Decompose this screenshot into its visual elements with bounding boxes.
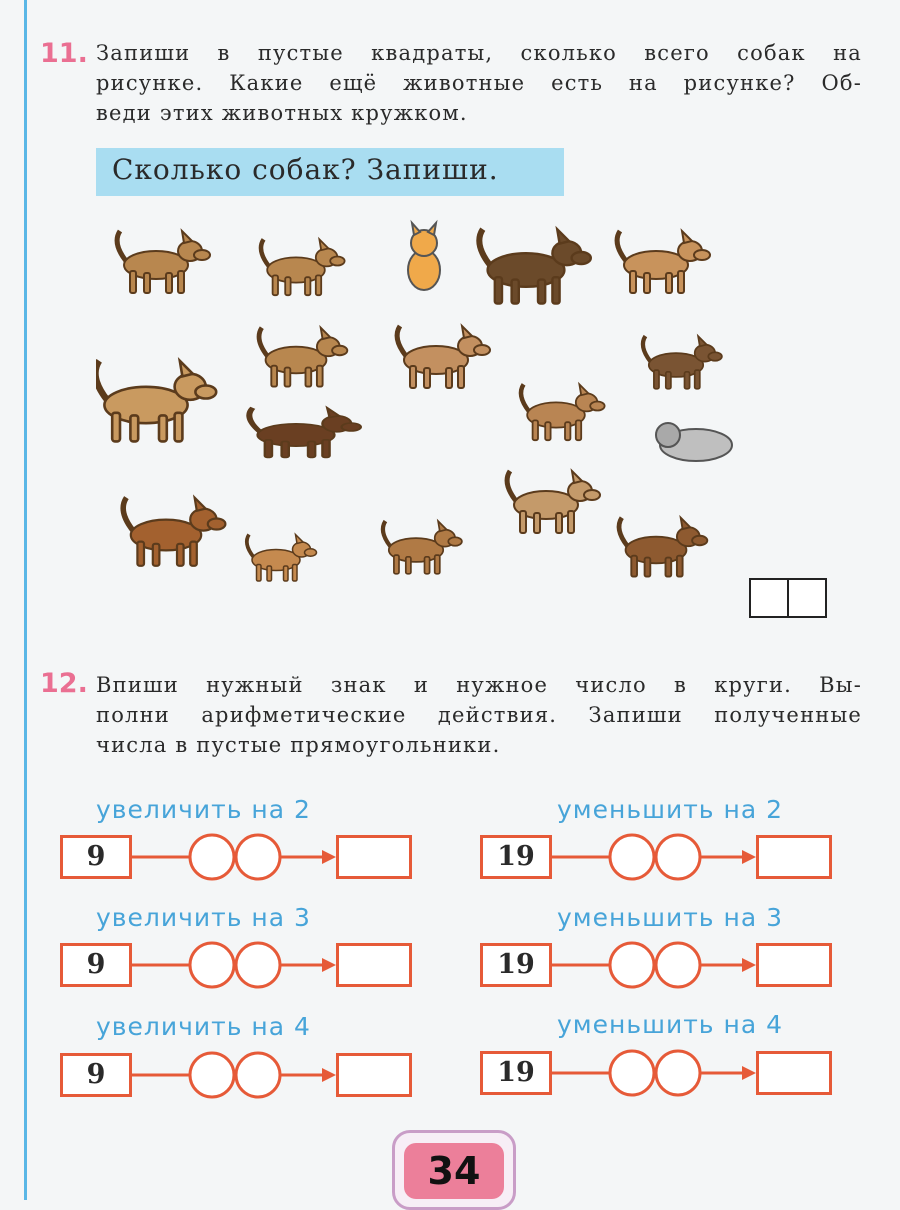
answer-box[interactable] (787, 578, 827, 618)
dog-figure (247, 535, 317, 582)
answer-box[interactable] (749, 578, 789, 618)
task-11-line: рисунке. Какие ещё животные есть на рисунке? Об- (96, 71, 862, 95)
sign-circle[interactable] (190, 1053, 234, 1097)
number-circle[interactable] (656, 835, 700, 879)
arrow-right-icon (742, 1066, 756, 1080)
arrow-right-icon (322, 1068, 336, 1082)
start-number-box: 19 (480, 835, 552, 879)
number-circle[interactable] (236, 835, 280, 879)
start-number-box: 9 (60, 1053, 132, 1097)
sign-circle[interactable] (190, 943, 234, 987)
sign-circle[interactable] (610, 1051, 654, 1095)
dog-figure (383, 521, 462, 574)
task-11-number: 11. (40, 38, 88, 69)
dog-figure (259, 328, 347, 387)
page-border-line (24, 0, 27, 1200)
chain-label: уменьшить на 4 (557, 1010, 783, 1039)
arrow-right-icon (742, 958, 756, 972)
prompt-banner (96, 148, 564, 196)
task-12-line: полни арифметические действия. Запиши полученные (96, 703, 862, 727)
sign-circle[interactable] (610, 943, 654, 987)
arrow-right-icon (322, 850, 336, 864)
task-12-text (96, 670, 862, 760)
arithmetic-chain (60, 832, 420, 884)
prompt-banner-text: Сколько собак? Запиши. (112, 153, 499, 186)
task-11-line: Запиши в пустые квадраты, сколько всего собак на (96, 41, 862, 65)
dog-figure (249, 408, 360, 458)
dog-figure (117, 231, 210, 293)
chain-label: увеличить на 4 (96, 1012, 311, 1041)
chain-label: увеличить на 2 (96, 795, 311, 824)
result-box[interactable] (336, 943, 412, 987)
arithmetic-chain (60, 1050, 420, 1102)
chain-label: уменьшить на 3 (557, 903, 783, 932)
result-box[interactable] (336, 1053, 412, 1097)
dog-figure (397, 326, 490, 388)
dog-figure (617, 231, 710, 293)
dog-figure (479, 229, 590, 303)
number-circle[interactable] (236, 943, 280, 987)
start-number-box: 19 (480, 943, 552, 987)
arithmetic-chain (480, 940, 840, 992)
chain-label: уменьшить на 2 (557, 795, 783, 824)
task-12-number: 12. (40, 668, 88, 699)
dog-figure (507, 471, 600, 533)
start-number-box: 19 (480, 1051, 552, 1095)
arithmetic-chain (60, 940, 420, 992)
cat-figure (408, 223, 440, 290)
start-number-box: 9 (60, 943, 132, 987)
dog-count-answer-boxes[interactable] (751, 578, 827, 618)
dog-figure (96, 361, 216, 442)
task-11-text (96, 38, 862, 128)
task-11-line: веди этих животных кружком. (96, 101, 468, 125)
number-circle[interactable] (656, 943, 700, 987)
result-box[interactable] (756, 835, 832, 879)
chain-label: увеличить на 3 (96, 903, 311, 932)
dog-figure (643, 336, 722, 389)
dog-figure (521, 384, 605, 440)
task-12-line: Впиши нужный знак и нужное число в круги. Вы- (96, 673, 862, 697)
cat-figure (656, 423, 732, 461)
arithmetic-chain (480, 1048, 840, 1100)
result-box[interactable] (336, 835, 412, 879)
arrow-right-icon (742, 850, 756, 864)
dogs-illustration (96, 215, 756, 595)
page-number: 34 (404, 1143, 504, 1199)
result-box[interactable] (756, 943, 832, 987)
dog-figure (619, 518, 707, 577)
sign-circle[interactable] (190, 835, 234, 879)
sign-circle[interactable] (610, 835, 654, 879)
number-circle[interactable] (236, 1053, 280, 1097)
arrow-right-icon (322, 958, 336, 972)
dog-figure (123, 498, 225, 566)
page-number-tab (392, 1130, 516, 1210)
number-circle[interactable] (656, 1051, 700, 1095)
result-box[interactable] (756, 1051, 832, 1095)
dog-figure (261, 239, 345, 295)
task-12-line: числа в пустые прямоугольники. (96, 733, 501, 757)
arithmetic-chain (480, 832, 840, 884)
start-number-box: 9 (60, 835, 132, 879)
